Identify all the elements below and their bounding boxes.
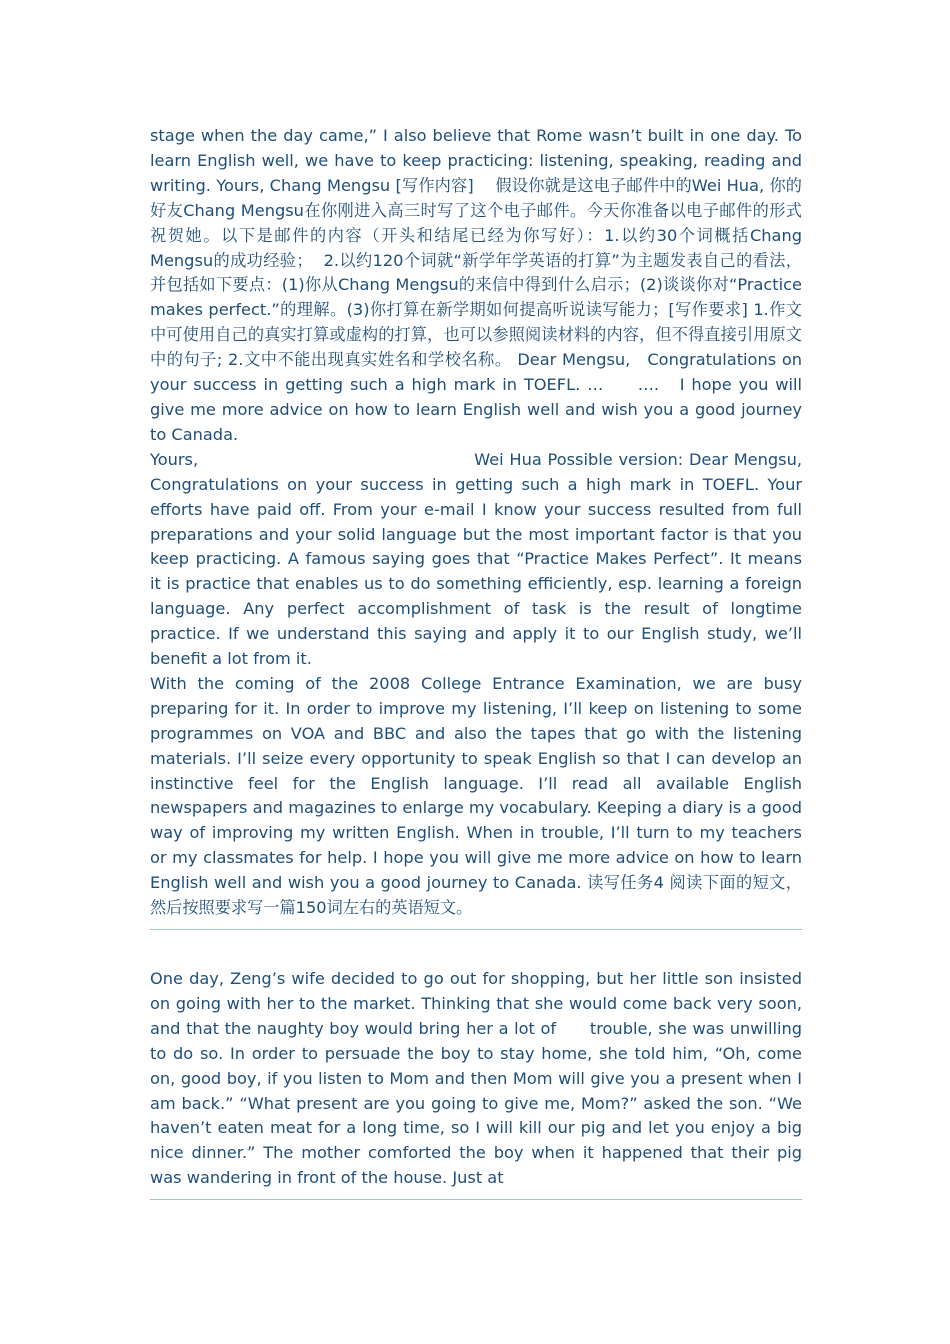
document-page	[150, 124, 808, 1200]
page-bottom-divider	[150, 1199, 802, 1200]
story-passage-text: One day, Zeng’s wife decided to go out for shopping, but her little son insisted on going with her to the market. Thinking that she would come back very soon, and that the naughty boy would bring her a lot of trouble, she was unwilling to do so. In order to persuade the boy to stay home, she told him, “Oh, come on, good boy, if you listen to Mom and then Mom will give you a present when I am back.” “What present are you going to give me, Mom?” asked the son. “We haven’t eaten meat for a long time, so I will kill our pig and let you enjoy a big nice dinner.” The mother comforted the boy when it happened that their pig was wandering in front of the house. Just at	[150, 969, 808, 1188]
reading-writing-task-text: stage when the day came,” I also believe that Rome wasn’t built in one day. To learn English well, we have to keep practicing: listening, speaking, reading and writing. Yours, Chang Mengsu [写作内容] 假设你就是这电子邮件中的Wei Hua, 你的好友Chang Mengsu在你刚进入高三时写了这个电子邮件。今天你准备以电子邮件的形式祝贺她。以下是邮件的内容（开头和结尾已经为你写好）：1.以约30个词概括Chang Mengsu的成功经验； 2.以约120个词就“新学年学英语的打算”为主题发表自己的看法，并包括如下要点：(1)你从Chang Mengsu的来信中得到什么启示；(2)谈谈你对“Practice makes perfect.”的理解。(3)你打算在新学期如何提高听说读写能力；[写作要求] 1.作文中可使用自己的真实打算或虚构的打算，也可以参照阅读材料的内容，但不得直接引用原文中的句子; 2.文中不能出现真实姓名和学校名称。 Dear Mengsu, Congratulations on your success in getting such a high mark in TOEFL. … …. I hope you will give me more advice on how to learn English well and wish you a good journey to Canada. Yours, Wei Hua Possible version: Dear Mengsu, Congratulations on your success in getting such a high mark in TOEFL. Your efforts have paid off. From your e-mail I know your success resulted from full preparations and your solid language but the most important factor is that you keep practicing. A famous saying goes that “Practice Makes Perfect”. It means it is practice that enables us to do something efficiently, esp. learning a foreign language. Any perfect accomplishment of task is the result of longtime practice. If we understand this saying and apply it to our English study, we’ll benefit a lot from it. With the coming of the 2008 College Entrance Examination, we are busy preparing for it. In order to improve my listening, I’ll keep on listening to some programmes on VOA and BBC and also the tapes that go with the listening materials. I’ll seize every opportunity to speak English so that I can develop an instinctive feel for the English language. I’ll read all available English newspapers and magazines to enlarge my vocabulary. Keeping a diary is a good way of improving my written English. When in trouble, I’ll turn to my teachers or my classmates for help. I hope you will give me more advice on how to learn English well and wish you a good journey to Canada. 读写任务4 阅读下面的短文，然后按照要求写一篇150词左右的英语短文。	[150, 126, 802, 918]
section-gap	[150, 930, 802, 967]
